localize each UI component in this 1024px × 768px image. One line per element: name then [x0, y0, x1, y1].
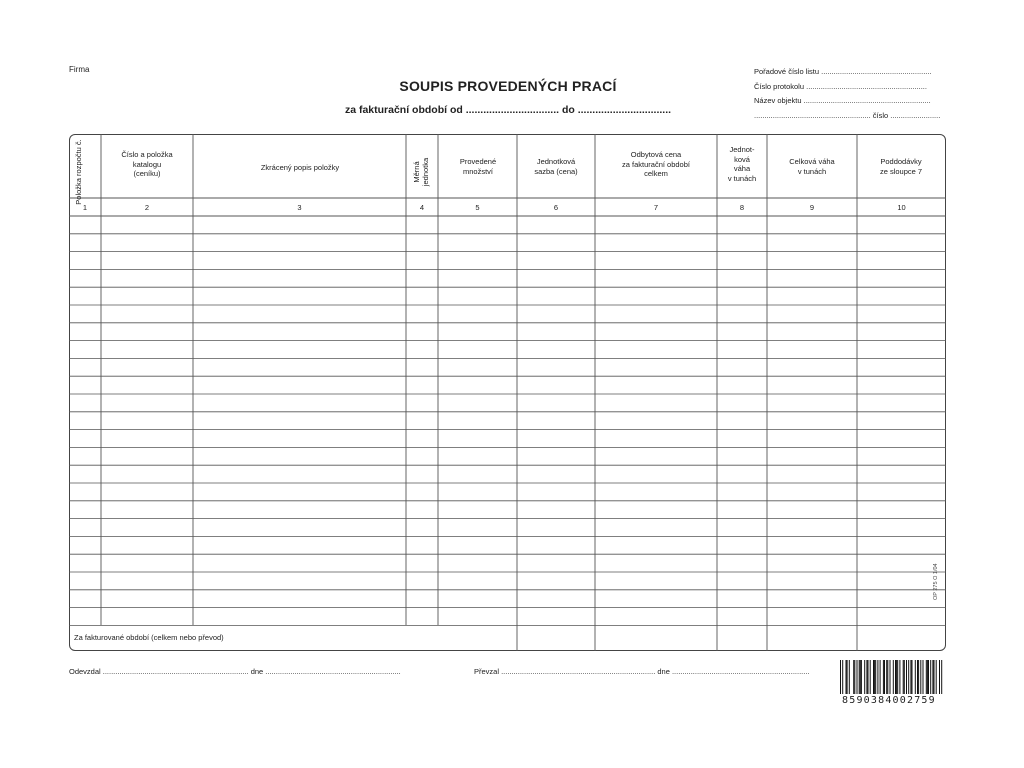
barcode-bar	[861, 660, 862, 694]
barcode-bar	[923, 660, 924, 694]
barcode-bar	[883, 660, 884, 694]
object-number-field: ........................................................ číslo ........................	[754, 110, 941, 120]
billing-period-line: za fakturační období od ................................ do ................................	[344, 104, 672, 116]
barcode-bar	[842, 660, 843, 694]
barcode-bar	[866, 660, 867, 694]
barcode-bar	[859, 660, 860, 694]
barcode-bar	[864, 660, 865, 694]
barcode-bar	[870, 660, 871, 694]
barcode-bar	[853, 660, 854, 694]
barcode-bar	[873, 660, 874, 694]
barcode-number: 8590384002759	[842, 695, 936, 706]
barcode-bar	[941, 660, 942, 694]
form-code: OP 275 O 1/04	[933, 563, 939, 600]
column-header-4	[412, 147, 432, 197]
column-header-3: Zkrácený popis položky	[260, 163, 340, 172]
barcode-bar	[917, 660, 918, 694]
barcode-bar	[918, 660, 919, 694]
barcode-bar	[928, 660, 929, 694]
column-number-5: 5	[475, 203, 480, 212]
barcode-bar	[936, 660, 937, 694]
column-number-1: 1	[82, 203, 88, 212]
barcode-bar	[857, 660, 858, 694]
sheet-number-field: Pořadové číslo listu .....................................................	[754, 67, 932, 76]
column-header-1	[74, 136, 94, 208]
object-name-field: Název objektu .............................................................	[754, 96, 931, 105]
barcode-bar	[849, 660, 850, 694]
protocol-number-field: Číslo protokolu ..........................................................	[754, 81, 927, 91]
barcode-bar	[896, 660, 897, 694]
barcode-bar	[887, 660, 888, 694]
barcode-bar	[903, 660, 904, 694]
column-header-1-label: Položka rozpočtu č.	[74, 139, 83, 205]
column-number-4: 4	[419, 203, 425, 212]
barcode-bar	[877, 660, 878, 694]
barcode-bar	[874, 660, 875, 694]
barcode-bar	[934, 660, 935, 694]
company-label: Firma	[69, 65, 90, 74]
column-number-9: 9	[809, 203, 815, 212]
column-number-6: 6	[553, 203, 559, 212]
barcode-bar	[875, 660, 876, 694]
barcode-bar	[927, 660, 928, 694]
column-header-4-label: Měrná jednotka	[412, 157, 430, 187]
barcode-bar	[915, 660, 916, 694]
barcode-bar	[846, 660, 847, 694]
barcode-bar	[908, 660, 909, 694]
column-header-5: Provedené množství	[459, 157, 497, 176]
barcode-bar	[868, 660, 869, 694]
barcode-bar	[930, 660, 931, 694]
column-header-7: Odbytová cena za fakturační období celkem	[622, 150, 690, 178]
barcode-bar	[840, 660, 841, 694]
period-total-label: Za fakturované období (celkem nebo převod)	[74, 633, 224, 642]
barcode-bar	[939, 660, 940, 694]
barcode-bar	[899, 660, 900, 694]
barcode-bar	[926, 660, 927, 694]
column-number-8: 8	[739, 203, 745, 212]
barcode-bar	[884, 660, 885, 694]
received-signature-line: Převzal .......................................................................... dne ..................................................................	[474, 667, 810, 676]
barcode-bar	[860, 660, 861, 694]
barcode-bar	[854, 660, 855, 694]
column-header-8: Jednot- ková váha v tunách	[727, 145, 757, 183]
barcode-bar	[912, 660, 913, 694]
barcode-bar	[897, 660, 898, 694]
handed-over-signature-line: Odevzdal ...................................................................... dne .................................................................	[69, 667, 401, 676]
form-title: SOUPIS PROVEDENÝCH PRACÍ	[399, 78, 617, 94]
barcode-bar	[886, 660, 887, 694]
column-header-9: Celková váha v tunách	[789, 157, 835, 176]
column-number-3: 3	[297, 203, 302, 212]
barcode-bar	[880, 660, 881, 694]
barcode-bar	[906, 660, 907, 694]
barcode-bar	[932, 660, 933, 694]
barcode-bar	[910, 660, 911, 694]
column-header-10: Poddodávky ze sloupce 7	[879, 157, 923, 176]
column-number-2: 2	[144, 203, 150, 212]
barcode-bar	[895, 660, 896, 694]
barcode-bar	[920, 660, 921, 694]
column-header-6: Jednotková sazba (cena)	[534, 157, 578, 176]
column-header-2: Číslo a položka katalogu (ceníku)	[121, 150, 173, 178]
column-number-10: 10	[897, 203, 906, 212]
barcode-bar	[893, 660, 894, 694]
barcode-bar	[847, 660, 848, 694]
barcode-bar	[904, 660, 905, 694]
column-number-7: 7	[653, 203, 659, 212]
barcode-image	[838, 660, 948, 696]
barcode-bar	[890, 660, 891, 694]
